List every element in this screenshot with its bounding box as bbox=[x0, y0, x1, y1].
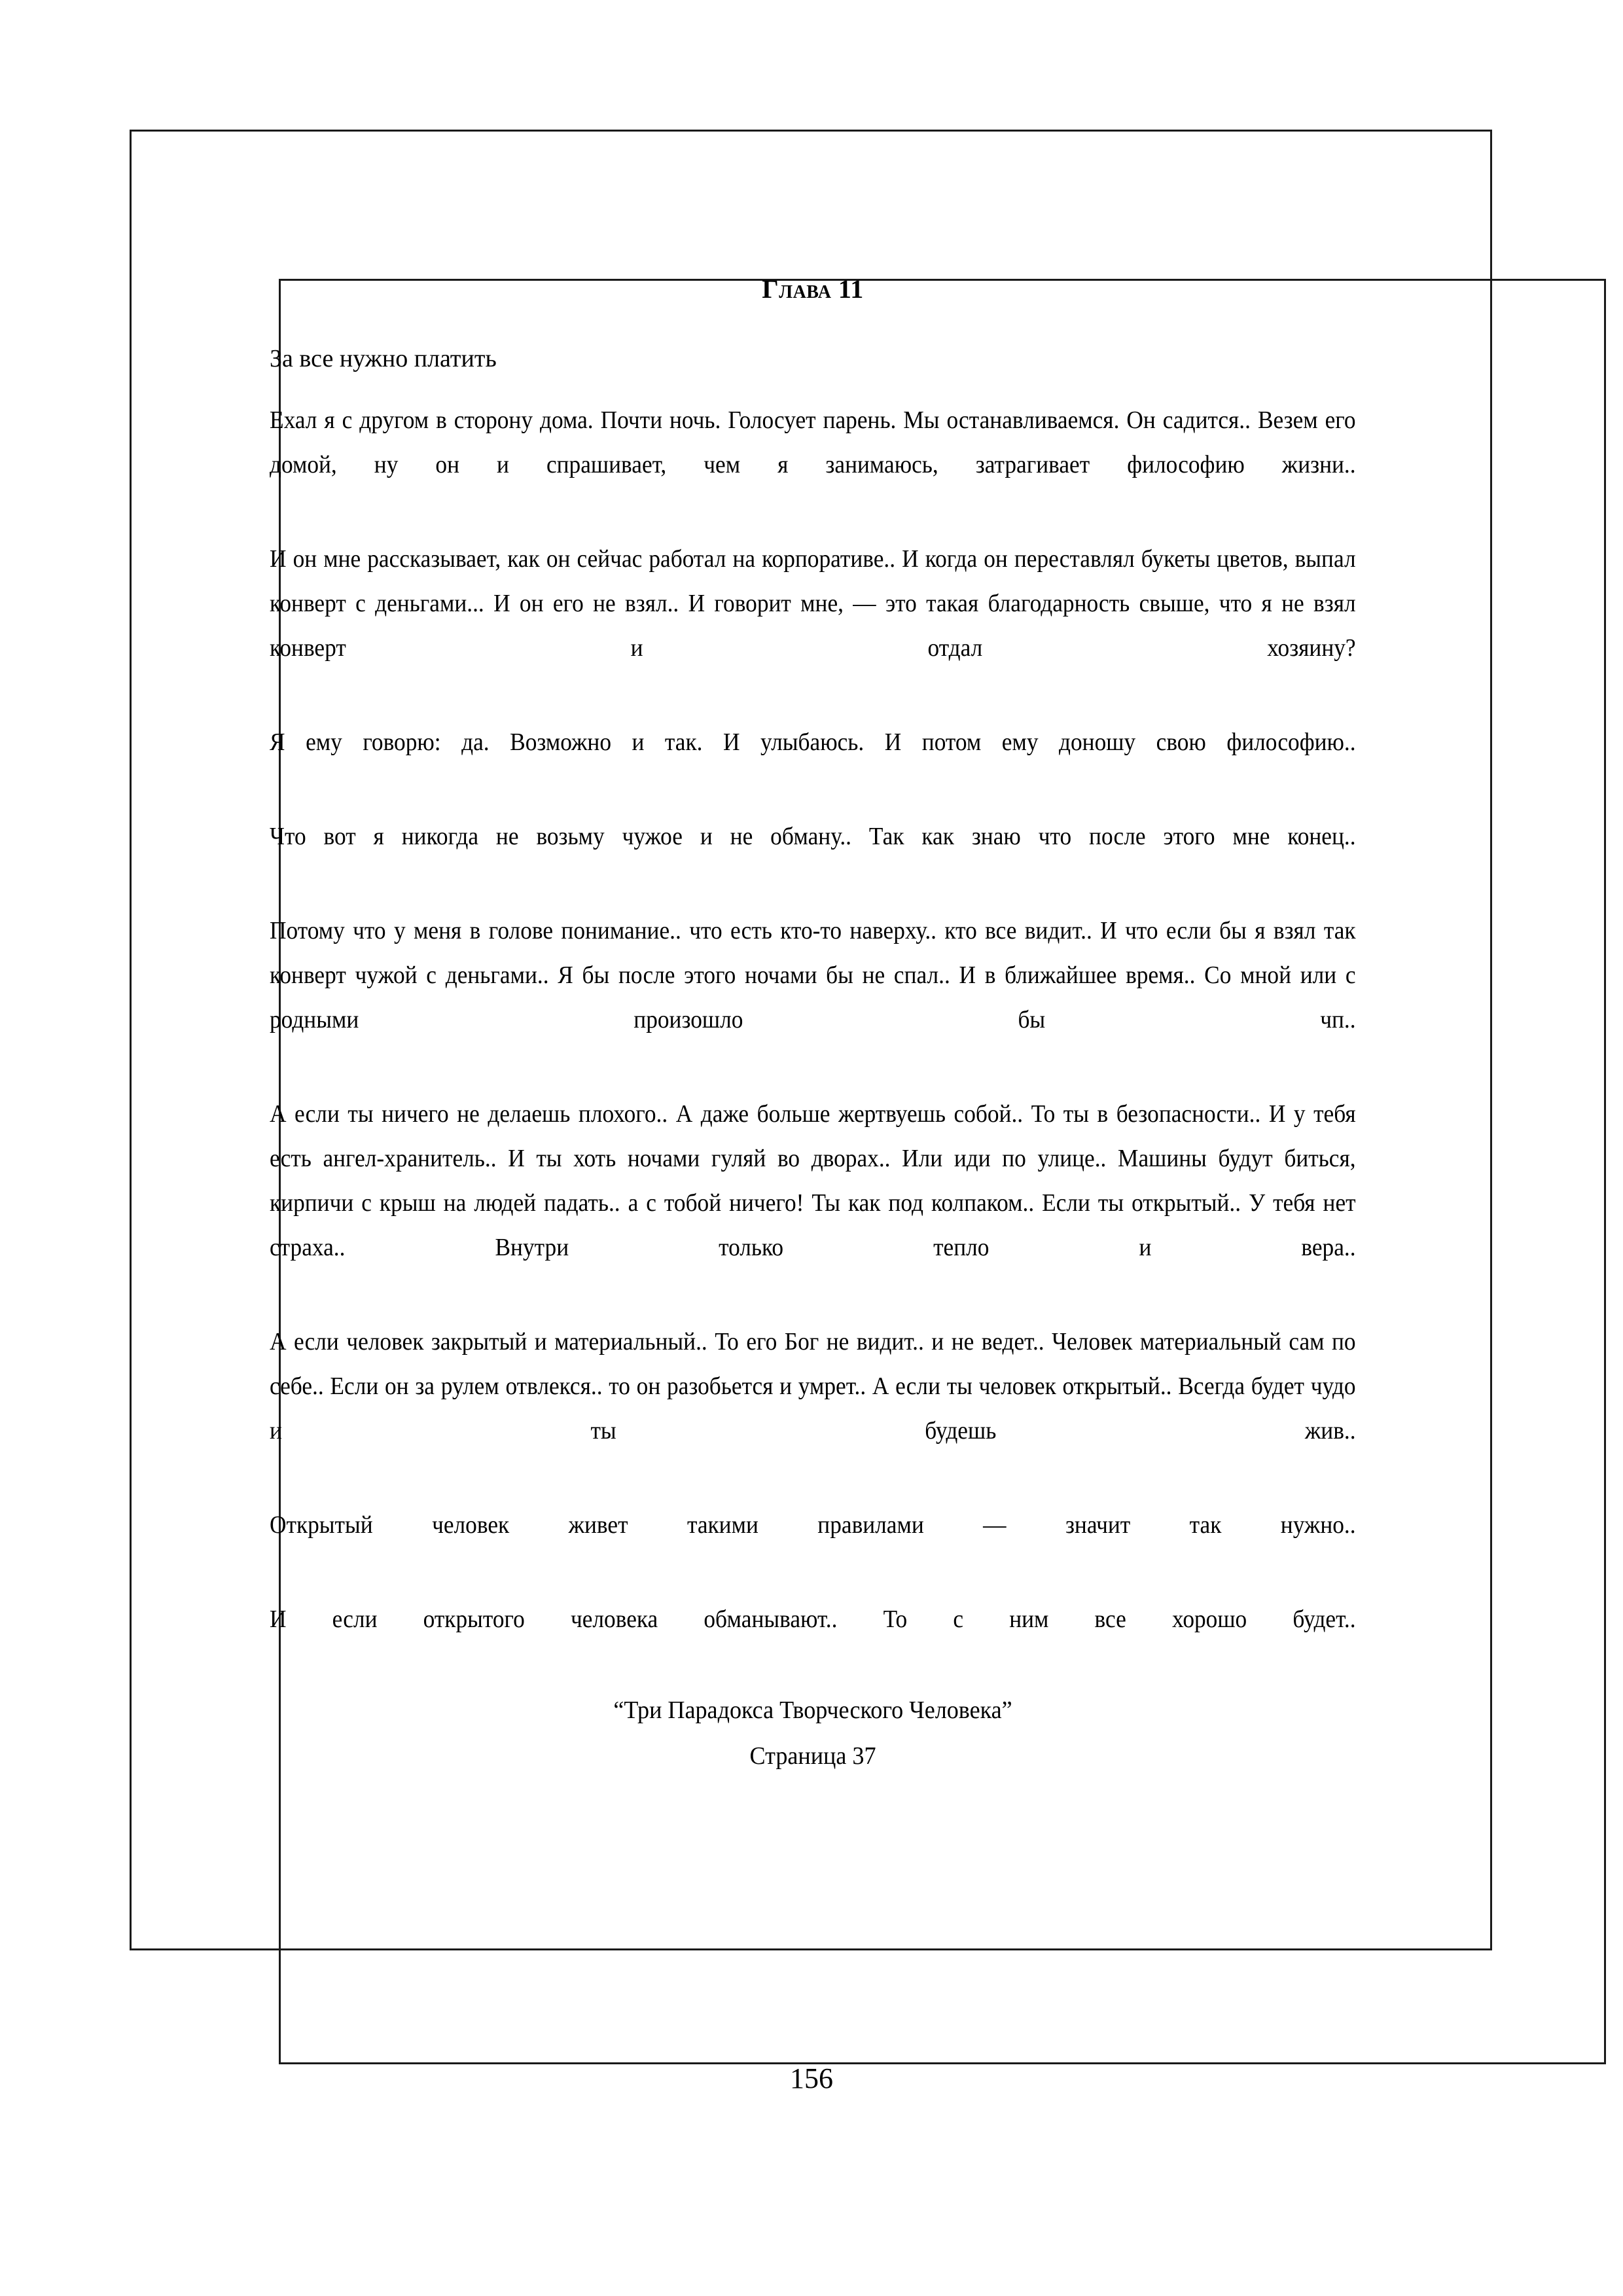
body-paragraph: Ехал я с другом в сторону дома. Почти ночь. Голосует парень. Мы останавливаемся. Он садится.. Везем его домой, ну он и спрашивает, чем я занимаюсь, затрагивает философию жизни.. bbox=[270, 406, 1356, 478]
section-subtitle: За все нужно платить bbox=[270, 345, 497, 372]
chapter-heading: Глава 11 bbox=[762, 274, 864, 304]
page-footer bbox=[270, 1695, 1356, 1772]
footer-page-label: Страница 37 bbox=[749, 1742, 876, 1770]
book-title: “Три Парадокса Творческого Человека” bbox=[613, 1696, 1012, 1724]
body-paragraph: Что вот я никогда не возьму чужое и не обману.. Так как знаю что после этого мне конец.. bbox=[270, 822, 1356, 850]
body-paragraph: А если человек закрытый и материальный.. То его Бог не видит.. и не ведет.. Человек материальный сам по себе.. Если он за рулем отвлекся.. то он разобьется и умрет.. А если ты человек открытый.. Всегда будет чудо и ты будешь жив.. bbox=[270, 1327, 1356, 1444]
folio-number: 156 bbox=[790, 2062, 833, 2094]
body-paragraph: Потому что у меня в голове понимание.. что есть кто-то наверху.. кто все видит.. И что если бы я взял так конверт чужой с деньгами.. Я бы после этого ночами бы не спал.. И в ближайшее время.. Со мной или с родными произошло бы чп.. bbox=[270, 916, 1356, 1033]
body-paragraph: Я ему говорю: да. Возможно и так. И улыбаюсь. И потом ему доношу свою философию.. bbox=[270, 728, 1356, 756]
body-paragraph: И он мне рассказывает, как он сейчас работал на корпоративе.. И когда он переставлял букеты цветов, выпал конверт с деньгами... И он его не взял.. И говорит мне, — это такая благодарность свыше, что я не взял конверт и отдал хозяину? bbox=[270, 545, 1356, 662]
page-content bbox=[270, 275, 1356, 1691]
body-paragraph: А если ты ничего не делаешь плохого.. А даже больше жертвуешь собой.. То ты в безопасности.. И у тебя есть ангел-хранитель.. И ты хоть ночами гуляй во дворах.. Или иди по улице.. Машины будут биться, кирпичи с крыш на людей падать.. а с тобой ничего! Ты как под колпаком.. Если ты открытый.. У тебя нет страха.. Внутри только тепло и вера.. bbox=[270, 1100, 1356, 1261]
body-paragraph: Открытый человек живет такими правилами — значит так нужно.. bbox=[270, 1511, 1356, 1539]
body-paragraph: И если открытого человека обманывают.. То с ним все хорошо будет.. bbox=[270, 1605, 1356, 1633]
